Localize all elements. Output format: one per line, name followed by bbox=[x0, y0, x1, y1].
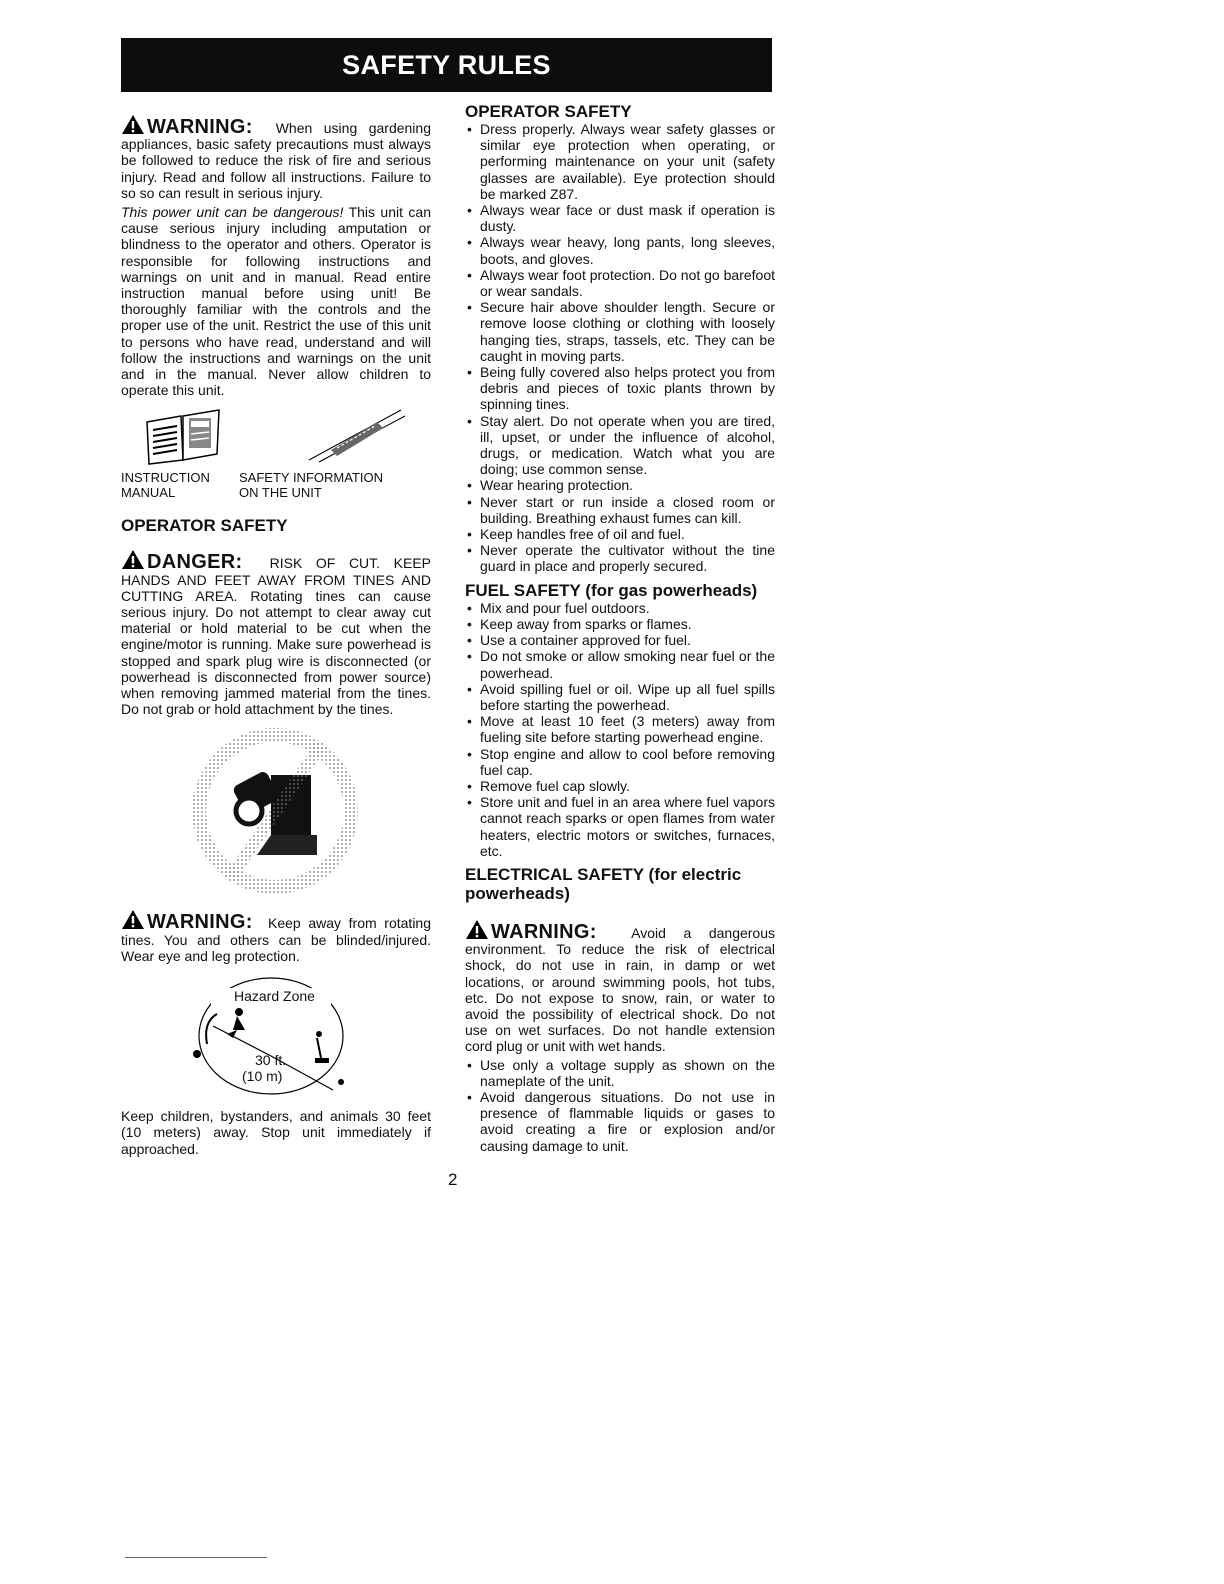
warning-text: Avoid a dangerous environment. To reduce the risk of electrical shock, do not use in rain, in damp or wet locations, or around swimming pools, hot tubs, etc. Do not expose to snow, rain, or water to avoid the possibility of electrical shock. Do not use on wet surfaces. Do not handle extension cord plug or unit with wet hands. bbox=[465, 924, 775, 1055]
electrical-safety-list bbox=[465, 1057, 775, 1154]
safety-decal-icon bbox=[301, 404, 411, 464]
warning-triangle-icon bbox=[121, 114, 145, 135]
left-column bbox=[121, 104, 431, 1157]
list-item: • Stay alert. Do not operate when you are tired, ill, upset, or under the influence of alcohol, drugs, or medication. Watch what you are doing; use common sense. bbox=[465, 413, 775, 478]
warning-text: When using gardening appliances, basic safety precautions must always be followed to reduce the risk of fire and serious injury. Read and follow all instructions. Failure to so so can result in serious injury. bbox=[121, 120, 431, 201]
list-item: • Dress properly. Always wear safety glasses or similar eye protection when operating, or performing maintenance on your unit (safety glasses are available). Eye protection should be marked Z87. bbox=[465, 121, 775, 202]
list-item: • Remove fuel cap slowly. bbox=[465, 778, 775, 794]
page-header-banner bbox=[121, 38, 772, 92]
hazard-zone-diagram bbox=[121, 974, 431, 1098]
warning-label: WARNING: bbox=[491, 920, 597, 943]
list-item: • Always wear heavy, long pants, long sleeves, boots, and gloves. bbox=[465, 234, 775, 266]
caption-instruction-manual: INSTRUCTION MANUAL bbox=[121, 470, 210, 501]
list-item: • Move at least 10 feet (3 meters) away from fueling site before starting powerhead engine. bbox=[465, 713, 775, 745]
warning-triangle-icon bbox=[121, 909, 145, 930]
danger-label: DANGER: bbox=[147, 551, 243, 574]
warning-text: Keep away from rotating tines. You and others can be blinded/injured. Wear eye and leg protection. bbox=[121, 915, 432, 964]
list-item: • Always wear face or dust mask if operation is dusty. bbox=[465, 202, 775, 234]
list-item: • Always wear foot protection. Do not go barefoot or wear sandals. bbox=[465, 267, 775, 299]
warning-paragraph-2 bbox=[121, 909, 431, 964]
page-title: SAFETY RULES bbox=[342, 49, 551, 80]
hazard-distance-ft: 30 ft. bbox=[255, 1052, 287, 1069]
danger-paragraph bbox=[121, 549, 431, 717]
list-item: • Never start or run inside a closed room or building. Breathing exhaust fumes can kill. bbox=[465, 494, 775, 526]
hazard-zone-label: Hazard Zone bbox=[234, 988, 315, 1005]
illustration-captions bbox=[121, 470, 431, 500]
list-item: • Use only a voltage supply as shown on the nameplate of the unit. bbox=[465, 1057, 775, 1089]
intro-paragraph bbox=[121, 204, 431, 398]
right-column bbox=[465, 104, 775, 1154]
electrical-safety-heading: ELECTRICAL SAFETY (for electric powerheads) bbox=[465, 864, 742, 903]
list-item: • Mix and pour fuel outdoors. bbox=[465, 600, 775, 616]
list-item: • Avoid spilling fuel or oil. Wipe up all fuel spills before starting the powerhead. bbox=[465, 681, 775, 713]
list-item: • Keep away from sparks or flames. bbox=[465, 616, 775, 632]
warning-paragraph-3 bbox=[465, 919, 775, 1055]
fuel-safety-list bbox=[465, 600, 775, 859]
operator-safety-list bbox=[465, 121, 775, 575]
page-number: 2 bbox=[448, 1170, 458, 1189]
list-item: • Stop engine and allow to cool before removing fuel cap. bbox=[465, 746, 775, 778]
warning-triangle-icon bbox=[121, 549, 145, 570]
danger-text: RISK OF CUT. KEEP HANDS AND FEET AWAY FROM TINES AND CUTTING AREA. Rotating tines can cause serious injury. Do not attempt to clear away cut material or hold material to be cut when the engine/motor is running. Make sure powerhead is stopped and spark plug wire is disconnected (or powerhead is disconnected from power source) when removing jammed material from the tines. Do not grab or hold attachment by the tines. bbox=[121, 555, 432, 718]
no-hands-near-tines-illustration bbox=[121, 727, 431, 899]
caption-safety-information: SAFETY INFORMATION ON THE UNIT bbox=[239, 470, 383, 501]
list-item: • Secure hair above shoulder length. Secure or remove loose clothing or clothing with loosely hanging ties, straps, tassels, etc. They can be caught in moving parts. bbox=[465, 299, 775, 364]
list-item: • Never operate the cultivator without the tine guard in place and properly secured. bbox=[465, 542, 775, 574]
list-item: • Keep handles free of oil and fuel. bbox=[465, 526, 775, 542]
list-item: • Store unit and fuel in an area where fuel vapors cannot reach sparks or open flames from water heaters, electric motors or switches, furnaces, etc. bbox=[465, 794, 775, 859]
intro-italic: This power unit can be dangerous! bbox=[121, 204, 344, 221]
list-item: • Use a container approved for fuel. bbox=[465, 632, 775, 648]
warning-triangle-icon bbox=[465, 919, 489, 940]
operator-safety-heading-right: OPERATOR SAFETY bbox=[465, 102, 632, 121]
footer-rule bbox=[125, 1557, 267, 1558]
keep-children-paragraph: Keep children, bystanders, and animals 30 feet (10 meters) away. Stop unit immediately if approached. bbox=[121, 1108, 431, 1157]
warning-label: WARNING: bbox=[147, 911, 253, 934]
list-item: • Do not smoke or allow smoking near fuel or the powerhead. bbox=[465, 648, 775, 680]
warning-paragraph-1 bbox=[121, 114, 431, 201]
list-item: • Wear hearing protection. bbox=[465, 477, 775, 493]
list-item: • Avoid dangerous situations. Do not use in presence of flammable liquids or gases to avoid creating a fire or explosion and/or causing damage to unit. bbox=[465, 1089, 775, 1154]
list-item: • Being fully covered also helps protect you from debris and pieces of toxic plants thrown by spinning tines. bbox=[465, 364, 775, 413]
safety-symbols-illustration bbox=[121, 404, 431, 468]
fuel-safety-heading: FUEL SAFETY (for gas powerheads) bbox=[465, 580, 758, 600]
intro-text: This unit can cause serious injury including amputation or blindness to the operator and others. Operator is responsible for following instructions and warnings on unit and in manual. Read entire instruction manual before using unit! Be thoroughly familiar with the controls and the proper use of the unit. Restrict the use of this unit to persons who have read, understand and will follow the instructions and warnings on the unit and in the manual. Never allow children to operate this unit. bbox=[121, 204, 431, 399]
operator-safety-heading-left: OPERATOR SAFETY bbox=[121, 516, 288, 536]
hazard-distance-m: (10 m) bbox=[242, 1068, 283, 1085]
warning-label: WARNING: bbox=[147, 116, 253, 138]
instruction-manual-icon bbox=[143, 408, 223, 466]
